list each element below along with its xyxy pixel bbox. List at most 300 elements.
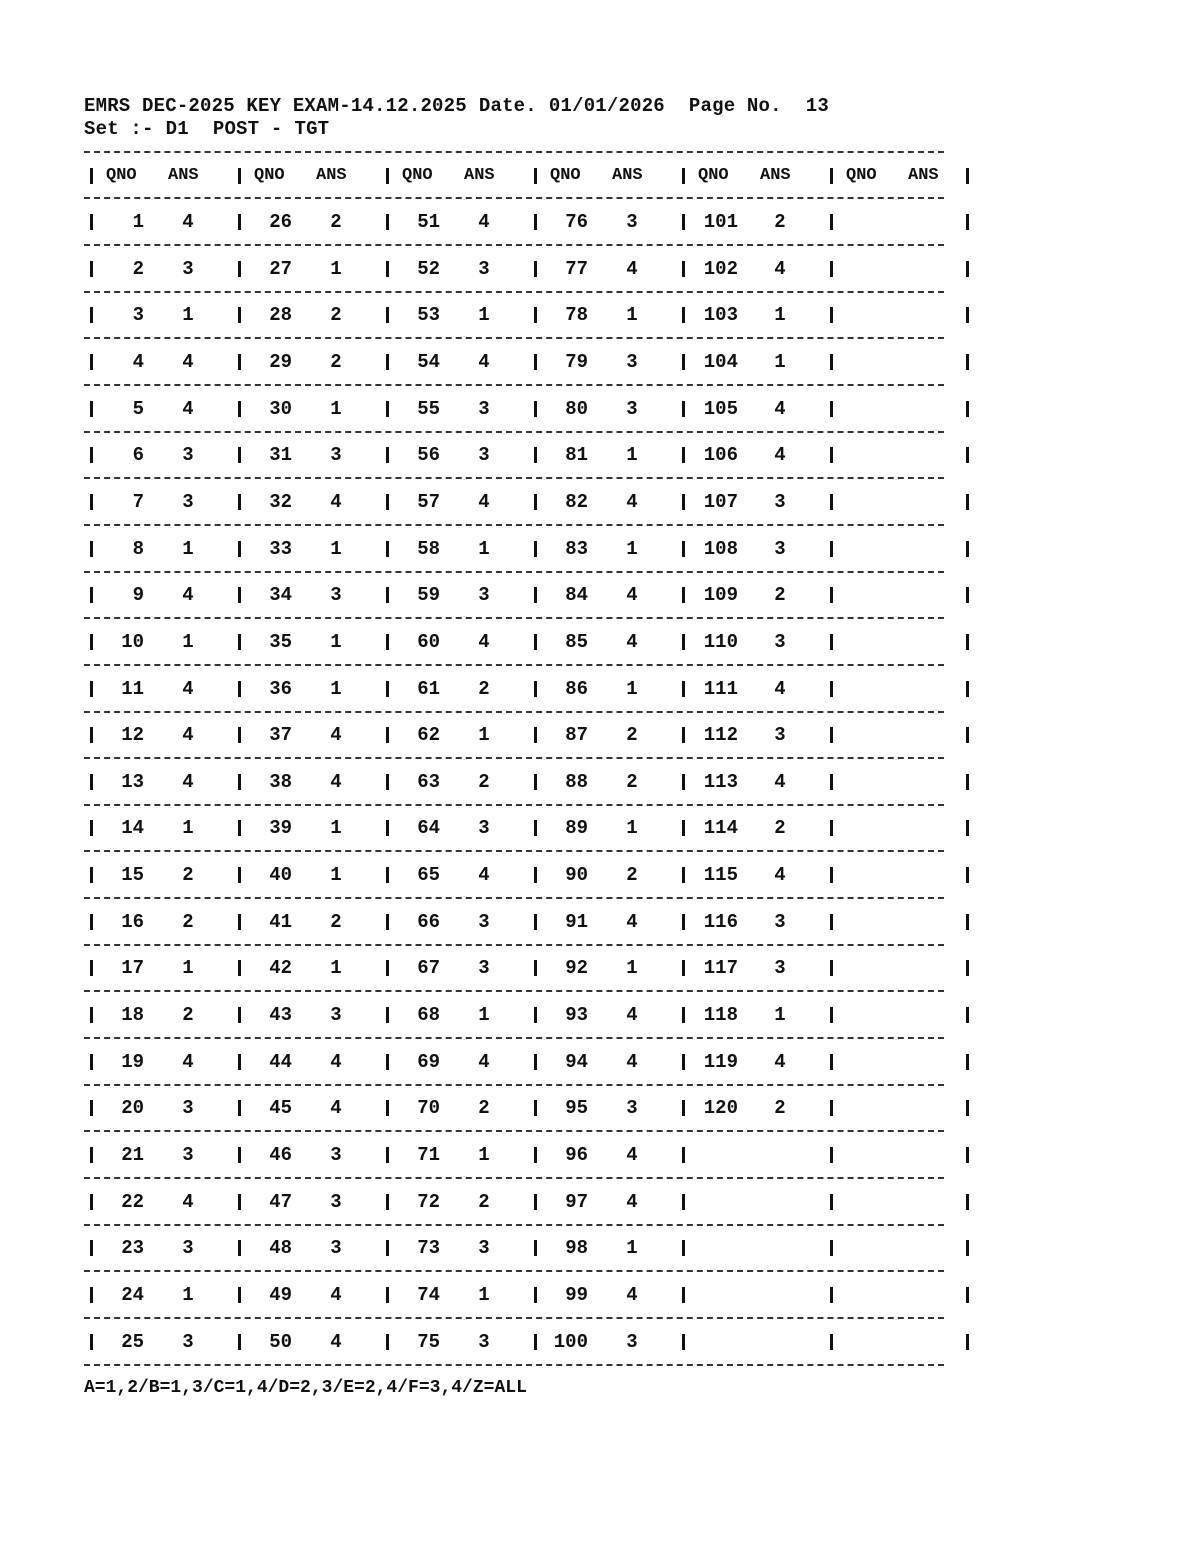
column-header-qno: QNO: [846, 166, 877, 185]
answer-value: 2: [182, 864, 194, 886]
column-separator: [90, 214, 93, 230]
column-separator: [682, 1147, 685, 1163]
exam-title: EMRS DEC-2025 KEY EXAM-14.12.2025: [84, 95, 467, 117]
column-separator: [238, 727, 241, 743]
answer-legend: A=1,2/B=1,3/C=1,4/D=2,3/E=2,4/F=3,4/Z=ALL: [84, 1378, 527, 1398]
question-number: [694, 1284, 738, 1306]
table-top-divider: [84, 151, 944, 153]
question-number: 97: [565, 1191, 588, 1213]
question-number: 114: [703, 817, 738, 839]
answer-value: 4: [774, 678, 786, 700]
question-number: 2: [132, 258, 144, 280]
question-number: [840, 817, 884, 839]
row-divider: [84, 477, 944, 479]
question-number: 6: [132, 444, 144, 466]
column-separator: [238, 960, 241, 976]
answer-value: 3: [182, 1331, 194, 1353]
column-separator: [534, 1287, 537, 1303]
question-number: 53: [417, 304, 440, 326]
column-separator: [238, 867, 241, 883]
question-number: [840, 351, 884, 373]
answer-value: 4: [626, 1144, 638, 1166]
answer-value: [913, 444, 943, 466]
answer-value: 1: [478, 538, 490, 560]
column-separator: [682, 307, 685, 323]
answer-value: [913, 398, 943, 420]
answer-value: 4: [330, 1331, 342, 1353]
column-separator: [830, 1100, 833, 1116]
answer-value: 1: [626, 538, 638, 560]
question-number: 76: [565, 211, 588, 233]
answer-value: 4: [182, 1191, 194, 1213]
answer-value: 3: [182, 1144, 194, 1166]
question-number: 88: [565, 771, 588, 793]
page-number: 13: [805, 95, 829, 117]
answer-value: 1: [774, 1004, 786, 1026]
question-number: 40: [269, 864, 292, 886]
question-number: 85: [565, 631, 588, 653]
answer-value: 3: [182, 444, 194, 466]
answer-value: 3: [478, 584, 490, 606]
column-separator: [90, 1054, 93, 1070]
question-number: 8: [132, 538, 144, 560]
answer-value: 4: [330, 1051, 342, 1073]
answer-value: 4: [774, 258, 786, 280]
question-number: 89: [565, 817, 588, 839]
answer-value: 4: [330, 771, 342, 793]
question-number: [840, 724, 884, 746]
answer-value: [913, 1004, 943, 1026]
question-number: [840, 444, 884, 466]
column-separator: [386, 1334, 389, 1350]
question-number: 110: [703, 631, 738, 653]
answer-value: 3: [478, 957, 490, 979]
question-number: 73: [417, 1237, 440, 1259]
answer-value: 1: [478, 304, 490, 326]
answer-value: 3: [478, 911, 490, 933]
answer-value: 1: [626, 678, 638, 700]
answer-value: 4: [478, 351, 490, 373]
column-separator: [238, 820, 241, 836]
question-number: 25: [121, 1331, 144, 1353]
column-separator: [90, 681, 93, 697]
question-number: [840, 771, 884, 793]
column-separator: [238, 541, 241, 557]
answer-value: 2: [626, 864, 638, 886]
question-number: [840, 631, 884, 653]
column-separator: [386, 168, 389, 184]
column-separator: [534, 261, 537, 277]
answer-value: 3: [626, 211, 638, 233]
question-number: 5: [132, 398, 144, 420]
column-separator: [238, 307, 241, 323]
answer-value: 2: [774, 584, 786, 606]
question-number: 54: [417, 351, 440, 373]
answer-value: 4: [182, 398, 194, 420]
answer-value: 2: [774, 211, 786, 233]
answer-value: 3: [478, 1331, 490, 1353]
answer-value: 2: [774, 1097, 786, 1119]
question-number: 13: [121, 771, 144, 793]
answer-value: 1: [330, 864, 342, 886]
column-separator: [386, 401, 389, 417]
answer-value: 3: [330, 584, 342, 606]
question-number: 87: [565, 724, 588, 746]
answer-value: 1: [182, 817, 194, 839]
answer-value: 1: [478, 1284, 490, 1306]
column-separator: [534, 1240, 537, 1256]
question-number: 102: [703, 258, 738, 280]
column-separator: [90, 494, 93, 510]
answer-value: 1: [330, 631, 342, 653]
column-separator: [682, 494, 685, 510]
column-separator: [830, 494, 833, 510]
column-separator: [966, 401, 969, 417]
column-separator: [534, 1194, 537, 1210]
answer-value: [913, 771, 943, 793]
column-separator: [682, 401, 685, 417]
column-separator: [238, 401, 241, 417]
column-separator: [966, 727, 969, 743]
row-divider: [84, 1317, 944, 1319]
column-separator: [386, 820, 389, 836]
question-number: [694, 1331, 738, 1353]
answer-value: 4: [626, 1284, 638, 1306]
question-number: 38: [269, 771, 292, 793]
answer-value: 3: [478, 1237, 490, 1259]
column-separator: [386, 914, 389, 930]
question-number: 28: [269, 304, 292, 326]
question-number: 118: [703, 1004, 738, 1026]
question-number: 55: [417, 398, 440, 420]
column-separator: [966, 1147, 969, 1163]
column-separator: [90, 727, 93, 743]
question-number: [840, 584, 884, 606]
question-number: 7: [132, 491, 144, 513]
column-separator: [682, 774, 685, 790]
column-separator: [534, 774, 537, 790]
answer-value: 3: [626, 398, 638, 420]
question-number: 99: [565, 1284, 588, 1306]
question-number: 69: [417, 1051, 440, 1073]
column-separator: [386, 1240, 389, 1256]
column-separator: [90, 820, 93, 836]
row-divider: [84, 1084, 944, 1086]
answer-value: 1: [626, 1237, 638, 1259]
column-separator: [830, 1054, 833, 1070]
column-header-ans: ANS: [908, 166, 939, 185]
column-separator: [534, 867, 537, 883]
answer-value: 1: [182, 631, 194, 653]
column-separator: [90, 447, 93, 463]
column-separator: [534, 634, 537, 650]
question-number: 26: [269, 211, 292, 233]
question-number: 68: [417, 1004, 440, 1026]
question-number: 84: [565, 584, 588, 606]
question-number: 101: [703, 211, 738, 233]
column-separator: [682, 727, 685, 743]
row-divider: [84, 431, 944, 433]
column-separator: [90, 1240, 93, 1256]
question-number: [840, 258, 884, 280]
column-separator: [534, 681, 537, 697]
column-separator: [966, 914, 969, 930]
question-number: 95: [565, 1097, 588, 1119]
column-separator: [830, 1240, 833, 1256]
answer-value: 4: [626, 631, 638, 653]
column-separator: [534, 541, 537, 557]
question-number: 49: [269, 1284, 292, 1306]
question-number: 108: [703, 538, 738, 560]
column-separator: [90, 1194, 93, 1210]
question-number: 61: [417, 678, 440, 700]
column-separator: [682, 214, 685, 230]
question-number: 71: [417, 1144, 440, 1166]
row-divider: [84, 1177, 944, 1179]
answer-value: [913, 631, 943, 653]
answer-value: [913, 1237, 943, 1259]
question-number: 113: [703, 771, 738, 793]
column-separator: [534, 727, 537, 743]
answer-value: 2: [478, 678, 490, 700]
answer-value: 3: [626, 1097, 638, 1119]
question-number: 100: [553, 1331, 588, 1353]
column-separator: [534, 1054, 537, 1070]
answer-value: 3: [182, 1237, 194, 1259]
question-number: 111: [703, 678, 738, 700]
question-number: [840, 538, 884, 560]
answer-value: 2: [626, 771, 638, 793]
question-number: 60: [417, 631, 440, 653]
answer-value: 1: [774, 304, 786, 326]
question-number: 67: [417, 957, 440, 979]
question-number: [840, 1191, 884, 1213]
question-number: 11: [121, 678, 144, 700]
answer-value: [765, 1237, 795, 1259]
column-separator: [830, 261, 833, 277]
answer-value: 3: [478, 258, 490, 280]
column-separator: [830, 681, 833, 697]
question-number: 65: [417, 864, 440, 886]
column-separator: [830, 307, 833, 323]
question-number: 109: [703, 584, 738, 606]
column-separator: [966, 261, 969, 277]
column-separator: [534, 587, 537, 603]
answer-value: [913, 211, 943, 233]
set-value: D1: [165, 118, 189, 140]
column-separator: [830, 401, 833, 417]
answer-value: 4: [626, 1004, 638, 1026]
answer-value: 2: [330, 304, 342, 326]
column-separator: [534, 820, 537, 836]
answer-value: [765, 1331, 795, 1353]
column-separator: [90, 1287, 93, 1303]
column-separator: [90, 914, 93, 930]
question-number: 10: [121, 631, 144, 653]
column-header-qno: QNO: [402, 166, 433, 185]
column-separator: [238, 1240, 241, 1256]
question-number: 19: [121, 1051, 144, 1073]
column-separator: [386, 1147, 389, 1163]
column-separator: [966, 634, 969, 650]
column-separator: [534, 214, 537, 230]
answer-value: 4: [626, 911, 638, 933]
column-separator: [682, 681, 685, 697]
column-separator: [238, 354, 241, 370]
question-number: 90: [565, 864, 588, 886]
row-divider: [84, 1037, 944, 1039]
column-separator: [534, 1007, 537, 1023]
column-separator: [386, 307, 389, 323]
column-separator: [534, 1100, 537, 1116]
column-separator: [966, 681, 969, 697]
question-number: 91: [565, 911, 588, 933]
column-separator: [534, 1334, 537, 1350]
question-number: 18: [121, 1004, 144, 1026]
answer-value: 2: [478, 1191, 490, 1213]
column-separator: [966, 354, 969, 370]
column-separator: [386, 447, 389, 463]
column-separator: [682, 914, 685, 930]
question-number: 52: [417, 258, 440, 280]
question-number: [694, 1191, 738, 1213]
answer-value: 1: [330, 538, 342, 560]
question-number: 17: [121, 957, 144, 979]
question-number: [840, 1097, 884, 1119]
column-header-ans: ANS: [316, 166, 347, 185]
column-separator: [966, 307, 969, 323]
answer-value: 3: [330, 444, 342, 466]
answer-value: [913, 678, 943, 700]
question-number: 105: [703, 398, 738, 420]
answer-value: 2: [182, 1004, 194, 1026]
answer-value: 4: [626, 1051, 638, 1073]
question-number: [840, 1331, 884, 1353]
answer-value: 2: [478, 1097, 490, 1119]
question-number: 93: [565, 1004, 588, 1026]
column-separator: [534, 494, 537, 510]
column-separator: [966, 168, 969, 184]
question-number: 98: [565, 1237, 588, 1259]
answer-value: 3: [478, 817, 490, 839]
column-separator: [830, 214, 833, 230]
column-separator: [830, 541, 833, 557]
column-separator: [534, 168, 537, 184]
column-separator: [682, 960, 685, 976]
column-separator: [386, 1054, 389, 1070]
answer-value: 1: [626, 444, 638, 466]
question-number: 116: [703, 911, 738, 933]
answer-value: 1: [330, 258, 342, 280]
question-number: 35: [269, 631, 292, 653]
column-separator: [90, 168, 93, 184]
question-number: 16: [121, 911, 144, 933]
question-number: 106: [703, 444, 738, 466]
answer-value: 1: [626, 817, 638, 839]
answer-value: [913, 304, 943, 326]
question-number: [840, 678, 884, 700]
column-separator: [966, 494, 969, 510]
post-label: POST -: [212, 118, 283, 140]
column-separator: [534, 401, 537, 417]
column-separator: [386, 867, 389, 883]
column-separator: [966, 1007, 969, 1023]
column-separator: [682, 447, 685, 463]
answer-value: 3: [330, 1237, 342, 1259]
question-number: 57: [417, 491, 440, 513]
column-separator: [682, 587, 685, 603]
answer-value: 3: [478, 398, 490, 420]
header-line-2: [84, 118, 329, 140]
question-number: 42: [269, 957, 292, 979]
row-divider: [84, 1130, 944, 1132]
column-header-qno: QNO: [698, 166, 729, 185]
answer-value: 4: [626, 1191, 638, 1213]
answer-value: 3: [774, 631, 786, 653]
column-separator: [90, 401, 93, 417]
column-separator: [90, 867, 93, 883]
answer-value: [765, 1144, 795, 1166]
row-divider: [84, 244, 944, 246]
answer-value: 3: [626, 351, 638, 373]
column-separator: [966, 1334, 969, 1350]
column-separator: [386, 1100, 389, 1116]
column-separator: [386, 354, 389, 370]
set-label: Set :-: [84, 118, 154, 140]
column-separator: [966, 1100, 969, 1116]
column-separator: [238, 774, 241, 790]
column-separator: [682, 168, 685, 184]
question-number: 104: [703, 351, 738, 373]
header-line-1: [84, 95, 829, 117]
question-number: 51: [417, 211, 440, 233]
column-separator: [830, 1334, 833, 1350]
question-number: 23: [121, 1237, 144, 1259]
column-separator: [90, 960, 93, 976]
answer-value: 4: [626, 258, 638, 280]
column-separator: [238, 168, 241, 184]
answer-value: [765, 1191, 795, 1213]
answer-value: 2: [626, 724, 638, 746]
answer-value: [913, 538, 943, 560]
column-separator: [90, 261, 93, 277]
column-separator: [386, 1007, 389, 1023]
question-number: 63: [417, 771, 440, 793]
column-separator: [830, 168, 833, 184]
question-number: 33: [269, 538, 292, 560]
answer-value: [913, 1284, 943, 1306]
question-number: 12: [121, 724, 144, 746]
answer-value: [913, 1191, 943, 1213]
question-number: 45: [269, 1097, 292, 1119]
answer-value: 4: [478, 864, 490, 886]
answer-value: 4: [330, 724, 342, 746]
question-number: [840, 304, 884, 326]
row-divider: [84, 1364, 944, 1366]
answer-value: 4: [330, 1284, 342, 1306]
answer-value: [913, 1051, 943, 1073]
answer-value: 4: [182, 678, 194, 700]
question-number: 20: [121, 1097, 144, 1119]
question-number: 83: [565, 538, 588, 560]
answer-value: [913, 724, 943, 746]
column-separator: [386, 261, 389, 277]
question-number: 103: [703, 304, 738, 326]
question-number: [840, 864, 884, 886]
column-separator: [966, 1287, 969, 1303]
row-divider: [84, 1270, 944, 1272]
answer-value: 4: [478, 631, 490, 653]
